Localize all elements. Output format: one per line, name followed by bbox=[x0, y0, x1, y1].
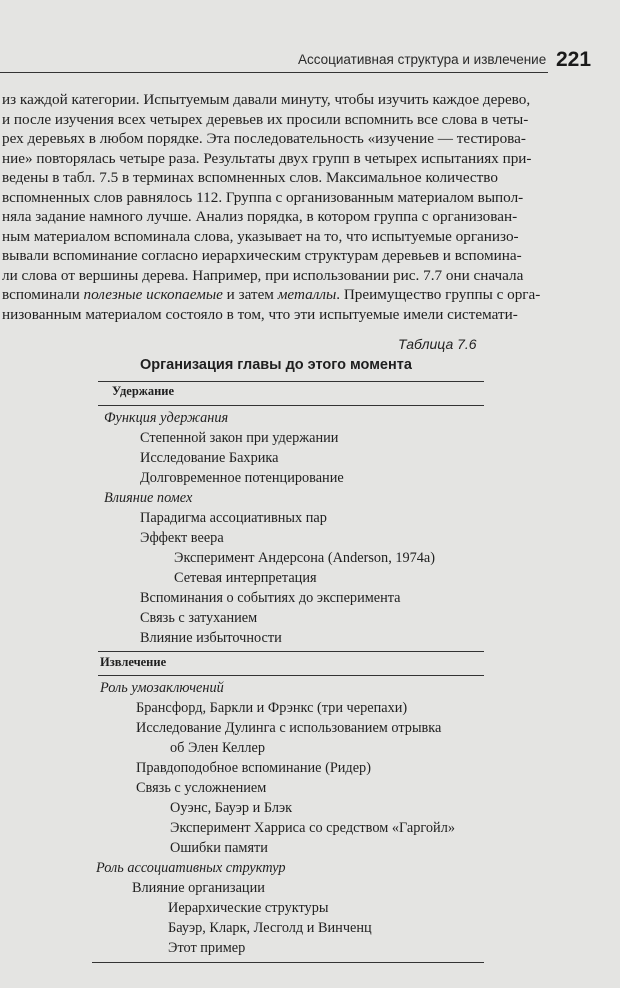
paragraph-line: ние» повторялась четыре раза. Результаты двух групп в четырех испытаниях при- bbox=[2, 149, 532, 167]
table-title: Организация главы до этого момента bbox=[140, 357, 412, 373]
group-heading: Роль умозаключений bbox=[100, 680, 224, 696]
table-subitem: Ошибки памяти bbox=[170, 840, 268, 856]
table-rule bbox=[98, 675, 484, 676]
paragraph-line: ным материалом вспоминала слова, указывает на то, что испытуемые организо- bbox=[2, 227, 519, 245]
table-rule bbox=[98, 405, 484, 406]
paragraph-text: и затем bbox=[222, 286, 278, 303]
table-item: Исследование Дулинга с использованием отрывка bbox=[136, 720, 442, 736]
table-item: Вспоминания о событиях до эксперимента bbox=[140, 590, 401, 606]
table-item-continued: об Элен Келлер bbox=[170, 740, 266, 756]
paragraph-line: вывали вспоминание согласно иерархическим структурам деревьев и вспомина- bbox=[2, 247, 522, 264]
table-subitem: Оуэнс, Бауэр и Блэк bbox=[170, 800, 293, 816]
paragraph-line: и после изучения всех четырех деревьев их просили вспомнить все слова в четы- bbox=[2, 110, 529, 128]
table-item: Влияние организации bbox=[132, 880, 265, 896]
group-heading: Влияние помех bbox=[104, 490, 193, 506]
table-subitem: Иерархические структуры bbox=[168, 900, 329, 916]
table-item: Парадигма ассоциативных пар bbox=[140, 510, 327, 526]
paragraph-line: ли слова от вершины дерева. Например, при использовании рис. 7.7 они сначала bbox=[2, 266, 524, 284]
table-item: Связь с усложнением bbox=[136, 780, 267, 796]
paragraph-text: . Преимущество группы с орга- bbox=[336, 286, 541, 303]
table-item: Долговременное потенцирование bbox=[140, 470, 344, 486]
page-number: 221 bbox=[556, 48, 592, 71]
paragraph-line: низованным материалом состояло в том, что эти испытуемые имели системати- bbox=[2, 305, 518, 323]
table-item: Правдоподобное вспоминание (Ридер) bbox=[136, 760, 371, 776]
paragraph-line bbox=[2, 285, 588, 305]
table-caption: Таблица 7.6 bbox=[398, 336, 477, 352]
table-subitem: Сетевая интерпретация bbox=[174, 570, 317, 586]
table-subitem: Эксперимент Харриса со средством «Гаргойл» bbox=[170, 820, 455, 836]
group-heading: Роль ассоциативных структур bbox=[96, 860, 286, 876]
table-rule bbox=[98, 651, 484, 652]
table-subitem: Бауэр, Кларк, Лесголд и Винченц bbox=[168, 920, 372, 936]
table-item: Исследование Бахрика bbox=[140, 450, 279, 466]
paragraph-line: няла задание намного лучше. Анализ порядка, в котором группа с организован- bbox=[2, 208, 518, 225]
table-item: Связь с затуханием bbox=[140, 610, 258, 626]
emphasis-text: полезные ископаемые bbox=[83, 286, 223, 303]
section-heading-retrieval: Извлечение bbox=[100, 655, 167, 669]
table-item: Эффект веера bbox=[140, 530, 224, 546]
table-item: Брансфорд, Баркли и Фрэнкс (три черепахи) bbox=[136, 700, 408, 716]
group-heading: Функция удержания bbox=[104, 410, 229, 426]
header-rule bbox=[0, 72, 548, 73]
table-subitem: Эксперимент Андерсона (Anderson, 1974a) bbox=[174, 550, 436, 566]
emphasis-text: металлы bbox=[277, 286, 337, 303]
running-header bbox=[0, 0, 620, 80]
table-item: Влияние избыточности bbox=[140, 630, 282, 646]
paragraph-line: из каждой категории. Испытуемым давали минуту, чтобы изучить каждое дерево, bbox=[2, 91, 531, 108]
paragraph-line: рех деревьях в любом порядке. Эта последовательность «изучение — тестирова- bbox=[2, 130, 526, 147]
body-paragraph bbox=[2, 90, 588, 324]
table-rule-bottom bbox=[92, 962, 484, 963]
table-rule-top bbox=[98, 381, 484, 382]
section-heading-retention: Удержание bbox=[112, 384, 175, 398]
running-header-title: Ассоциативная структура и извлечение bbox=[298, 52, 547, 67]
paragraph-text: вспоминали bbox=[2, 286, 84, 303]
table-subitem: Этот пример bbox=[168, 940, 246, 956]
table-item: Степенной закон при удержании bbox=[140, 430, 339, 446]
paragraph-line: ведены в табл. 7.5 в терминах вспомненных слов. Максимальное количество bbox=[2, 169, 498, 186]
paragraph-line: вспомненных слов равнялось 112. Группа с организованным материалом выпол- bbox=[2, 188, 524, 206]
